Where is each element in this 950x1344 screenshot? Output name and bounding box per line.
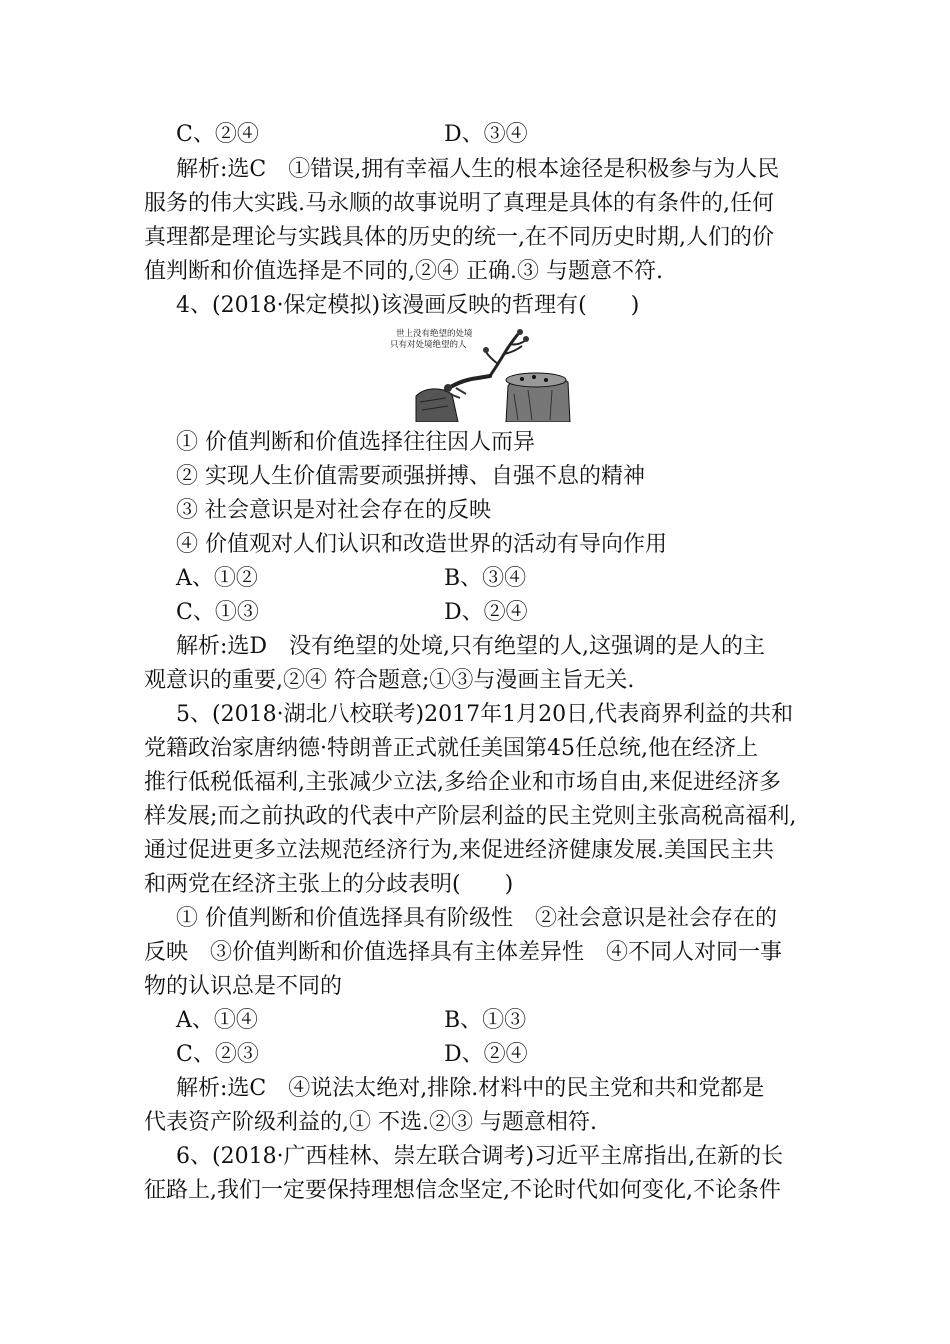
q5-option-d: D、②④ [444,1042,528,1067]
q3-analysis-line: 真理都是理论与实践具体的历史的统一,在不同历史时期,人们的价 [144,225,774,250]
q5-statement-line: ① 价值判断和价值选择具有阶级性 ②社会意识是社会存在的 [176,906,777,931]
cartoon-caption-line: 只有对处境绝望的人 [390,340,467,350]
q5-stem-line: 推行低税低福利,主张减少立法,多给企业和市场自由,来促进经济多 [144,770,781,795]
cartoon-caption-line: 世上没有绝望的处境 [396,329,473,339]
q4-statement: ③ 社会意识是对社会存在的反映 [176,498,491,523]
q4-statement: ④ 价值观对人们认识和改造世界的活动有导向作用 [176,532,667,557]
q4-option-d: D、②④ [444,600,528,625]
q4-analysis-line: 观意识的重要,②④ 符合题意;①③与漫画主旨无关. [144,668,635,693]
q5-stem-line: 和两党在经济主张上的分歧表明( ) [144,872,514,897]
q5-statement-line: 反映 ③价值判断和价值选择具有主体差异性 ④不同人对同一事 [144,940,783,965]
q4-stem: 4、(2018·保定模拟)该漫画反映的哲理有( ) [176,293,640,318]
q4-statement: ① 价值判断和价值选择往往因人而异 [176,430,535,455]
cartoon-image [386,324,572,422]
q5-option-a: A、①④ [176,1008,258,1033]
q4-statement: ② 实现人生价值需要顽强拼搏、自强不息的精神 [176,464,645,489]
q5-stem-line: 党籍政治家唐纳德·特朗普正式就任美国第45任总统,他在经济上 [144,736,758,761]
q5-stem-line: 通过促进更多立法规范经济行为,来促进经济健康发展.美国民主共 [144,838,774,863]
q6-stem-line: 6、(2018·广西桂林、崇左联合调考)习近平主席指出,在新的长 [176,1144,784,1169]
q4-option-b: B、③④ [444,566,527,591]
q3-analysis-line: 解析:选C ①错误,拥有幸福人生的根本途径是积极参与为人民 [176,157,780,182]
q3-option-c: C、②④ [176,122,259,147]
q5-option-c: C、②③ [176,1042,259,1067]
q5-stem-line: 5、(2018·湖北八校联考)2017年1月20日,代表商界利益的共和 [176,702,794,727]
q5-stem-line: 样发展;而之前执政的代表中产阶层利益的民主党则主张高税高福利, [144,804,797,829]
q4-analysis-line: 解析:选D 没有绝望的处境,只有绝望的人,这强调的是人的主 [176,634,766,659]
q6-stem-line: 征路上,我们一定要保持理想信念坚定,不论时代如何变化,不论条件 [144,1178,781,1203]
q5-analysis-line: 解析:选C ④说法太绝对,排除.材料中的民主党和共和党都是 [176,1076,765,1101]
q5-option-b: B、①③ [444,1008,527,1033]
q4-option-c: C、①③ [176,600,259,625]
q3-analysis-line: 服务的伟大实践.马永顺的故事说明了真理是具体的有条件的,任何 [144,191,774,216]
q5-statement-line: 物的认识总是不同的 [144,974,343,999]
q3-analysis-line: 值判断和价值选择是不同的,②④ 正确.③ 与题意不符. [144,259,663,284]
q3-option-d: D、③④ [444,122,528,147]
q5-analysis-line: 代表资产阶级利益的,① 不选.②③ 与题意相符. [144,1110,597,1135]
q4-option-a: A、①② [176,566,258,591]
